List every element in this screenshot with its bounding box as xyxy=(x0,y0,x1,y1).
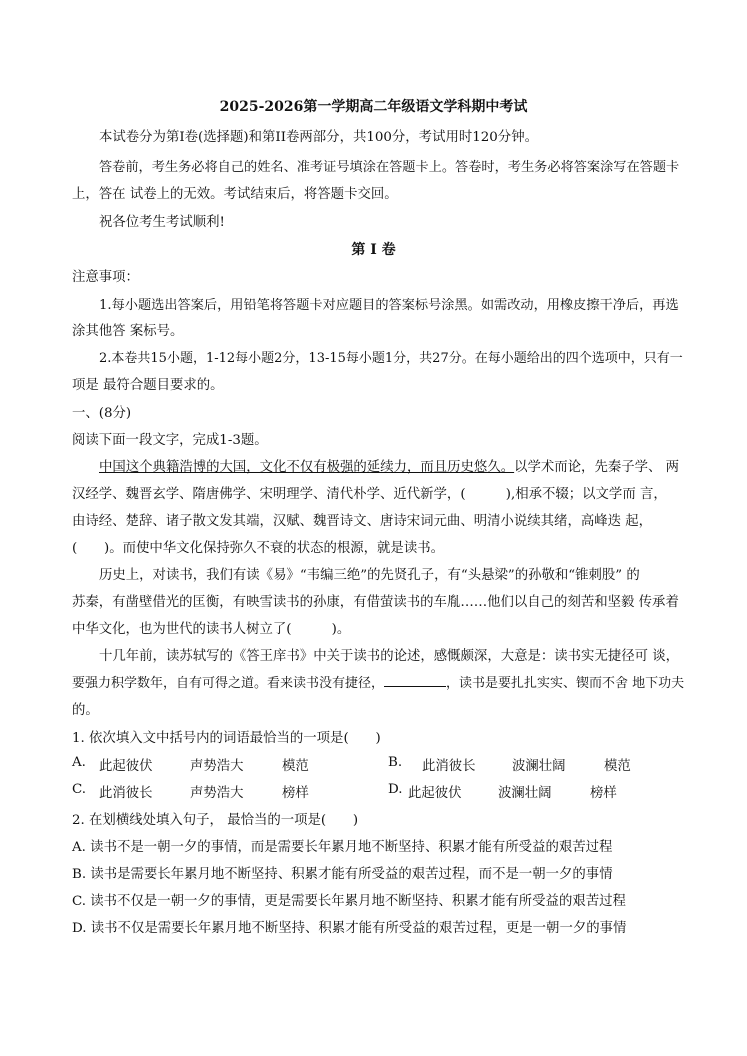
q1-option-d-word-3: 榜样 xyxy=(590,786,617,801)
question-2-stem: 2. 在划横线处填入句子， 最恰当的一项是( ) xyxy=(72,813,359,828)
notes-heading: 注意事项： xyxy=(72,270,139,285)
part-1-heading: 一、(8分) xyxy=(72,406,132,421)
q1-option-b-word-3: 模范 xyxy=(604,759,631,774)
q1-option-b-letter: B. xyxy=(388,755,403,770)
q2-option-d: D. 读书不仅是需要长年累月地不断坚持、积累才能有所受益的艰苦过程，更是一朝一夕的事情 xyxy=(72,921,627,936)
passage-paragraph-3-line-2 xyxy=(72,672,684,691)
passage-text: 要强力积学数年，自有可得之道。看来读书没有捷径， xyxy=(72,676,385,691)
q1-option-a-letter: A. xyxy=(72,755,86,770)
note-1-line-1: 1.每小题选出答案后，用铅笔将答题卡对应题目的答案标号涂黑。如需改动，用橡皮擦干净后，再选 xyxy=(99,298,679,313)
section-title: 第 I 卷 xyxy=(351,242,396,258)
intro-paragraph-3: 祝各位考生考试顺利! xyxy=(99,215,225,230)
q1-option-c-letter: C. xyxy=(72,782,87,797)
q2-option-a: A. 读书不是一朝一夕的事情，而是需要长年累月地不断坚持、积累才能有所受益的艰苦过程 xyxy=(72,840,613,855)
q1-option-a-word-3: 模范 xyxy=(282,759,309,774)
passage-paragraph-1-line-1 xyxy=(99,456,679,475)
note-2-line-2: 项是 最符合题目要求的。 xyxy=(72,378,224,393)
note-1-line-2: 涂其他答 案标号。 xyxy=(72,324,184,339)
intro-paragraph-2-line-1: 答卷前，考生务必将自己的姓名、准考证号填涂在答题卡上。答卷时，考生务必将答案涂写在答题卡 xyxy=(99,160,680,175)
note-2-line-1: 2.本卷共15小题，1-12每小题2分，13-15每小题1分，共27分。在每小题给出的四个选项中，只有一 xyxy=(99,351,683,366)
q1-option-d-word-2: 波澜壮阔 xyxy=(498,786,552,801)
part-1-instruction: 阅读下面一段文字，完成1-3题。 xyxy=(72,433,268,448)
passage-paragraph-3-line-3: 的。 xyxy=(72,703,99,718)
passage-paragraph-1-line-2: 汉经学、魏晋玄学、隋唐佛学、宋明理学、清代朴学、近代新学，( ),相承不辍；以文学而 言， xyxy=(72,487,667,502)
exam-title: 2025-2026第一学期高二年级语文学科期中考试 xyxy=(219,99,528,115)
q2-option-c: C. 读书不仅是一朝一夕的事情，更是需要长年累月地不断坚持、积累才能有所受益的艰苦过程 xyxy=(72,894,626,909)
q1-option-c-word-2: 声势浩大 xyxy=(190,786,244,801)
passage-paragraph-2-line-3: 中华文化，也为世代的读书人树立了( )。 xyxy=(72,622,351,637)
passage-paragraph-2-line-2: 苏秦，有凿壁借光的匡衡，有映雪读书的孙康，有借萤读书的车胤……他们以自己的刻苦和坚毅 传承着 xyxy=(72,595,679,610)
passage-text: 以学术而论，先秦子学、 两 xyxy=(514,460,680,475)
q1-option-a-word-1: 此起彼伏 xyxy=(99,759,153,774)
underlined-sentence: 中国这个典籍浩博的大国，文化不仅有极强的延续力，而且历史悠久。 xyxy=(99,460,515,475)
q1-option-c-word-1: 此消彼长 xyxy=(99,786,153,801)
passage-paragraph-3-line-1: 十几年前，读苏轼写的《答王庠书》中关于读书的论述，感慨颇深，大意是：读书实无捷径可 谈， xyxy=(99,649,680,664)
q1-option-b-word-2: 波澜壮阔 xyxy=(512,759,566,774)
passage-text: ，读书是要扎扎实实、锲而不舍 地下功夫 xyxy=(446,676,685,691)
q1-option-a-word-2: 声势浩大 xyxy=(190,759,244,774)
intro-paragraph-2-line-2: 上，答在 试卷上的无效。考试结束后，将答题卡交回。 xyxy=(72,187,398,202)
q1-option-d-letter: D. xyxy=(388,782,403,797)
question-1-stem: 1. 依次填入文中括号内的词语最恰当的一项是( ) xyxy=(72,731,381,746)
intro-paragraph-1: 本试卷分为第I卷(选择题)和第II卷两部分，共100分，考试用时120分钟。 xyxy=(99,130,538,145)
fill-in-blank xyxy=(384,674,446,687)
q2-option-b: B. 读书是需要长年累月地不断坚持、积累才能有所受益的艰苦过程，而不是一朝一夕的事情 xyxy=(72,867,613,882)
passage-paragraph-1-line-3: 由诗经、楚辞、诸子散文发其端，汉赋、魏晋诗文、唐诗宋词元曲、明清小说续其绪，高峰迭 起， xyxy=(72,514,653,529)
passage-paragraph-2-line-1: 历史上，对读书，我们有读《易》“韦编三绝”的先贤孔子，有“头悬梁”的孙敬和“锥刺股” 的 xyxy=(99,568,640,583)
q1-option-b-word-1: 此消彼长 xyxy=(422,759,476,774)
q1-option-c-word-3: 榜样 xyxy=(282,786,309,801)
passage-paragraph-1-line-4: ( )。而使中华文化保持弥久不衰的状态的根源，就是读书。 xyxy=(72,541,444,556)
q1-option-d-word-1: 此起彼伏 xyxy=(408,786,462,801)
